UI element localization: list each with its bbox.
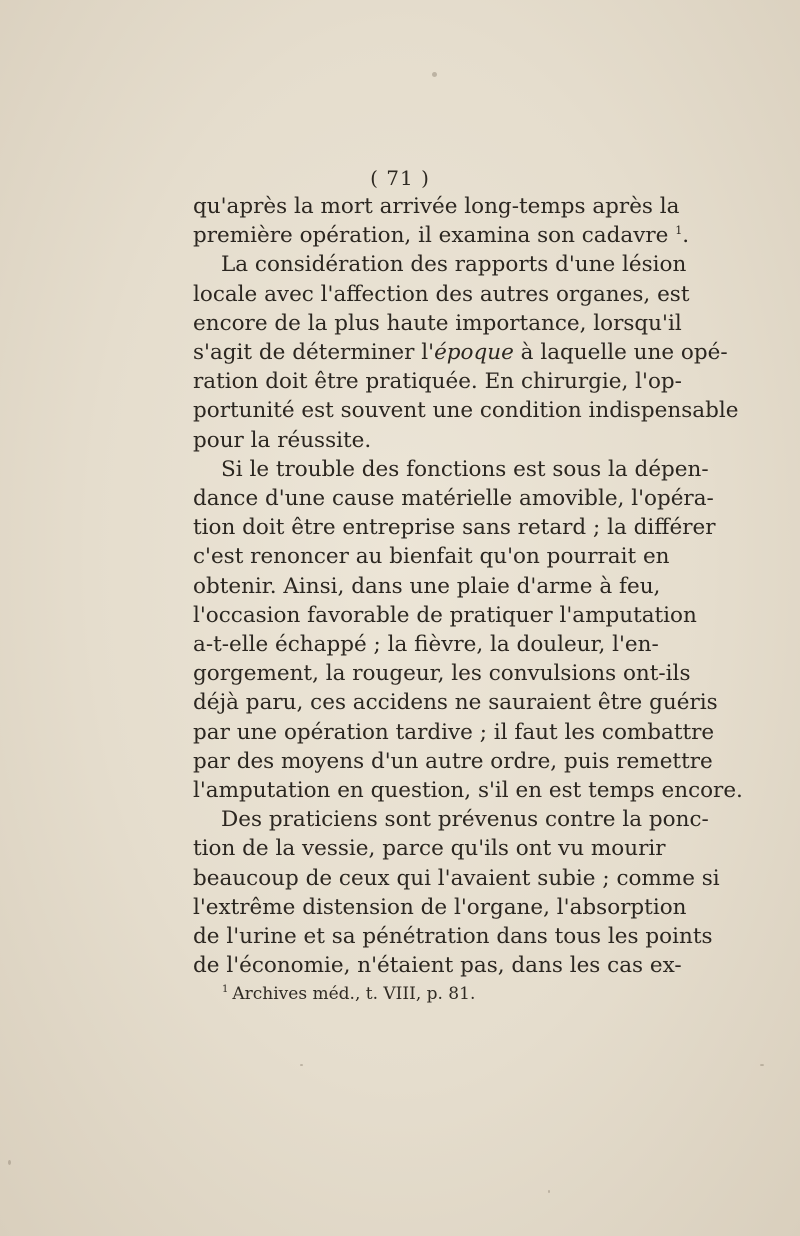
text-segment: portunité est souvent une condition indispensable (193, 398, 739, 424)
text-segment: par une opération tardive ; il faut les combattre (193, 719, 715, 745)
text-line (193, 718, 715, 747)
paper-speck (760, 1064, 764, 1066)
paper-speck (8, 1160, 11, 1165)
text-segment: obtenir. Ainsi, dans une plaie d'arme à feu, (193, 573, 661, 599)
text-segment: a-t-elle échappé ; la fièvre, la douleur, l'en- (193, 632, 659, 658)
text-segment: Des praticiens sont prévenus contre la ponc- (221, 807, 709, 833)
text-segment: beaucoup de ceux qui l'avaient subie ; comme si (193, 865, 720, 891)
text-line (193, 572, 661, 601)
page-number: ( 71 ) (370, 166, 430, 190)
text-segment: l'extrême distension de l'organe, l'absorption (193, 894, 687, 920)
body-text (193, 192, 743, 980)
text-segment: ration doit être pratiquée. En chirurgie, l'op- (193, 369, 682, 395)
text-line (193, 542, 670, 571)
text-line (193, 834, 666, 863)
text-line (193, 893, 687, 922)
text-line (193, 805, 709, 834)
text-line (193, 455, 709, 484)
text-line (193, 280, 690, 309)
text-segment: de l'urine et sa pénétration dans tous les points (193, 924, 713, 950)
text-segment: qu'après la mort arrivée long-temps après la (193, 194, 680, 219)
text-segment: encore de la plus haute importance, lorsqu'il (193, 310, 682, 336)
paper-speck (548, 1190, 550, 1193)
text-segment: par des moyens d'un autre ordre, puis remettre (193, 748, 713, 774)
text-segment: tion doit être entreprise sans retard ; la différer (193, 515, 716, 541)
text-segment: de l'économie, n'étaient pas, dans les cas ex- (193, 953, 682, 979)
text-line (193, 192, 680, 221)
text-line (193, 513, 716, 542)
footnote (222, 984, 475, 1004)
text-segment: l'occasion favorable de pratiquer l'amputation (193, 602, 697, 628)
text-segment: La considération des rapports d'une lésion (221, 252, 687, 278)
text-segment: gorgement, la rougeur, les convulsions ont-ils (193, 661, 691, 687)
text-segment: dance d'une cause matérielle amovible, l'opéra- (193, 486, 714, 512)
text-line (193, 776, 743, 805)
text-segment: . (682, 223, 690, 249)
text-segment: Si le trouble des fonctions est sous la dépen- (221, 456, 709, 482)
text-line (193, 688, 718, 717)
text-line (193, 250, 687, 279)
text-line (193, 484, 714, 513)
text-line (193, 630, 659, 659)
text-segment: c'est renoncer au bienfait qu'on pourrait en (193, 544, 670, 570)
paper-speck (432, 72, 437, 77)
text-line (193, 426, 653, 455)
text-line (193, 396, 739, 425)
footnote-text: Archives méd., t. VIII, p. 81. (232, 984, 476, 1004)
text-segment: l'amputation en question, s'il en est temps encore. (193, 778, 743, 804)
text-segment: à laquelle une opé- (513, 340, 728, 366)
italic-word: époque (434, 340, 514, 366)
text-line (193, 221, 690, 250)
text-line (193, 309, 682, 338)
text-line (193, 864, 720, 893)
footnote-reference: 1 (675, 224, 683, 238)
text-segment: déjà paru, ces accidens ne sauraient être guéris (193, 690, 718, 716)
text-line (193, 951, 682, 980)
paper-speck (300, 1064, 303, 1066)
text-line (193, 367, 682, 396)
text-line (193, 601, 697, 630)
text-line (193, 922, 713, 951)
text-segment: première opération, il examina son cadavre (193, 223, 669, 249)
text-line (193, 747, 713, 776)
text-line (193, 659, 691, 688)
text-segment: tion de la vessie, parce qu'ils ont vu mourir (193, 836, 666, 862)
text-segment: pour la réussite. (193, 427, 372, 453)
text-segment: locale avec l'affection des autres organes, est (193, 281, 690, 307)
text-line (193, 338, 728, 367)
footnote-mark: 1 (222, 984, 229, 996)
text-segment: s'agit de déterminer l' (193, 340, 435, 366)
